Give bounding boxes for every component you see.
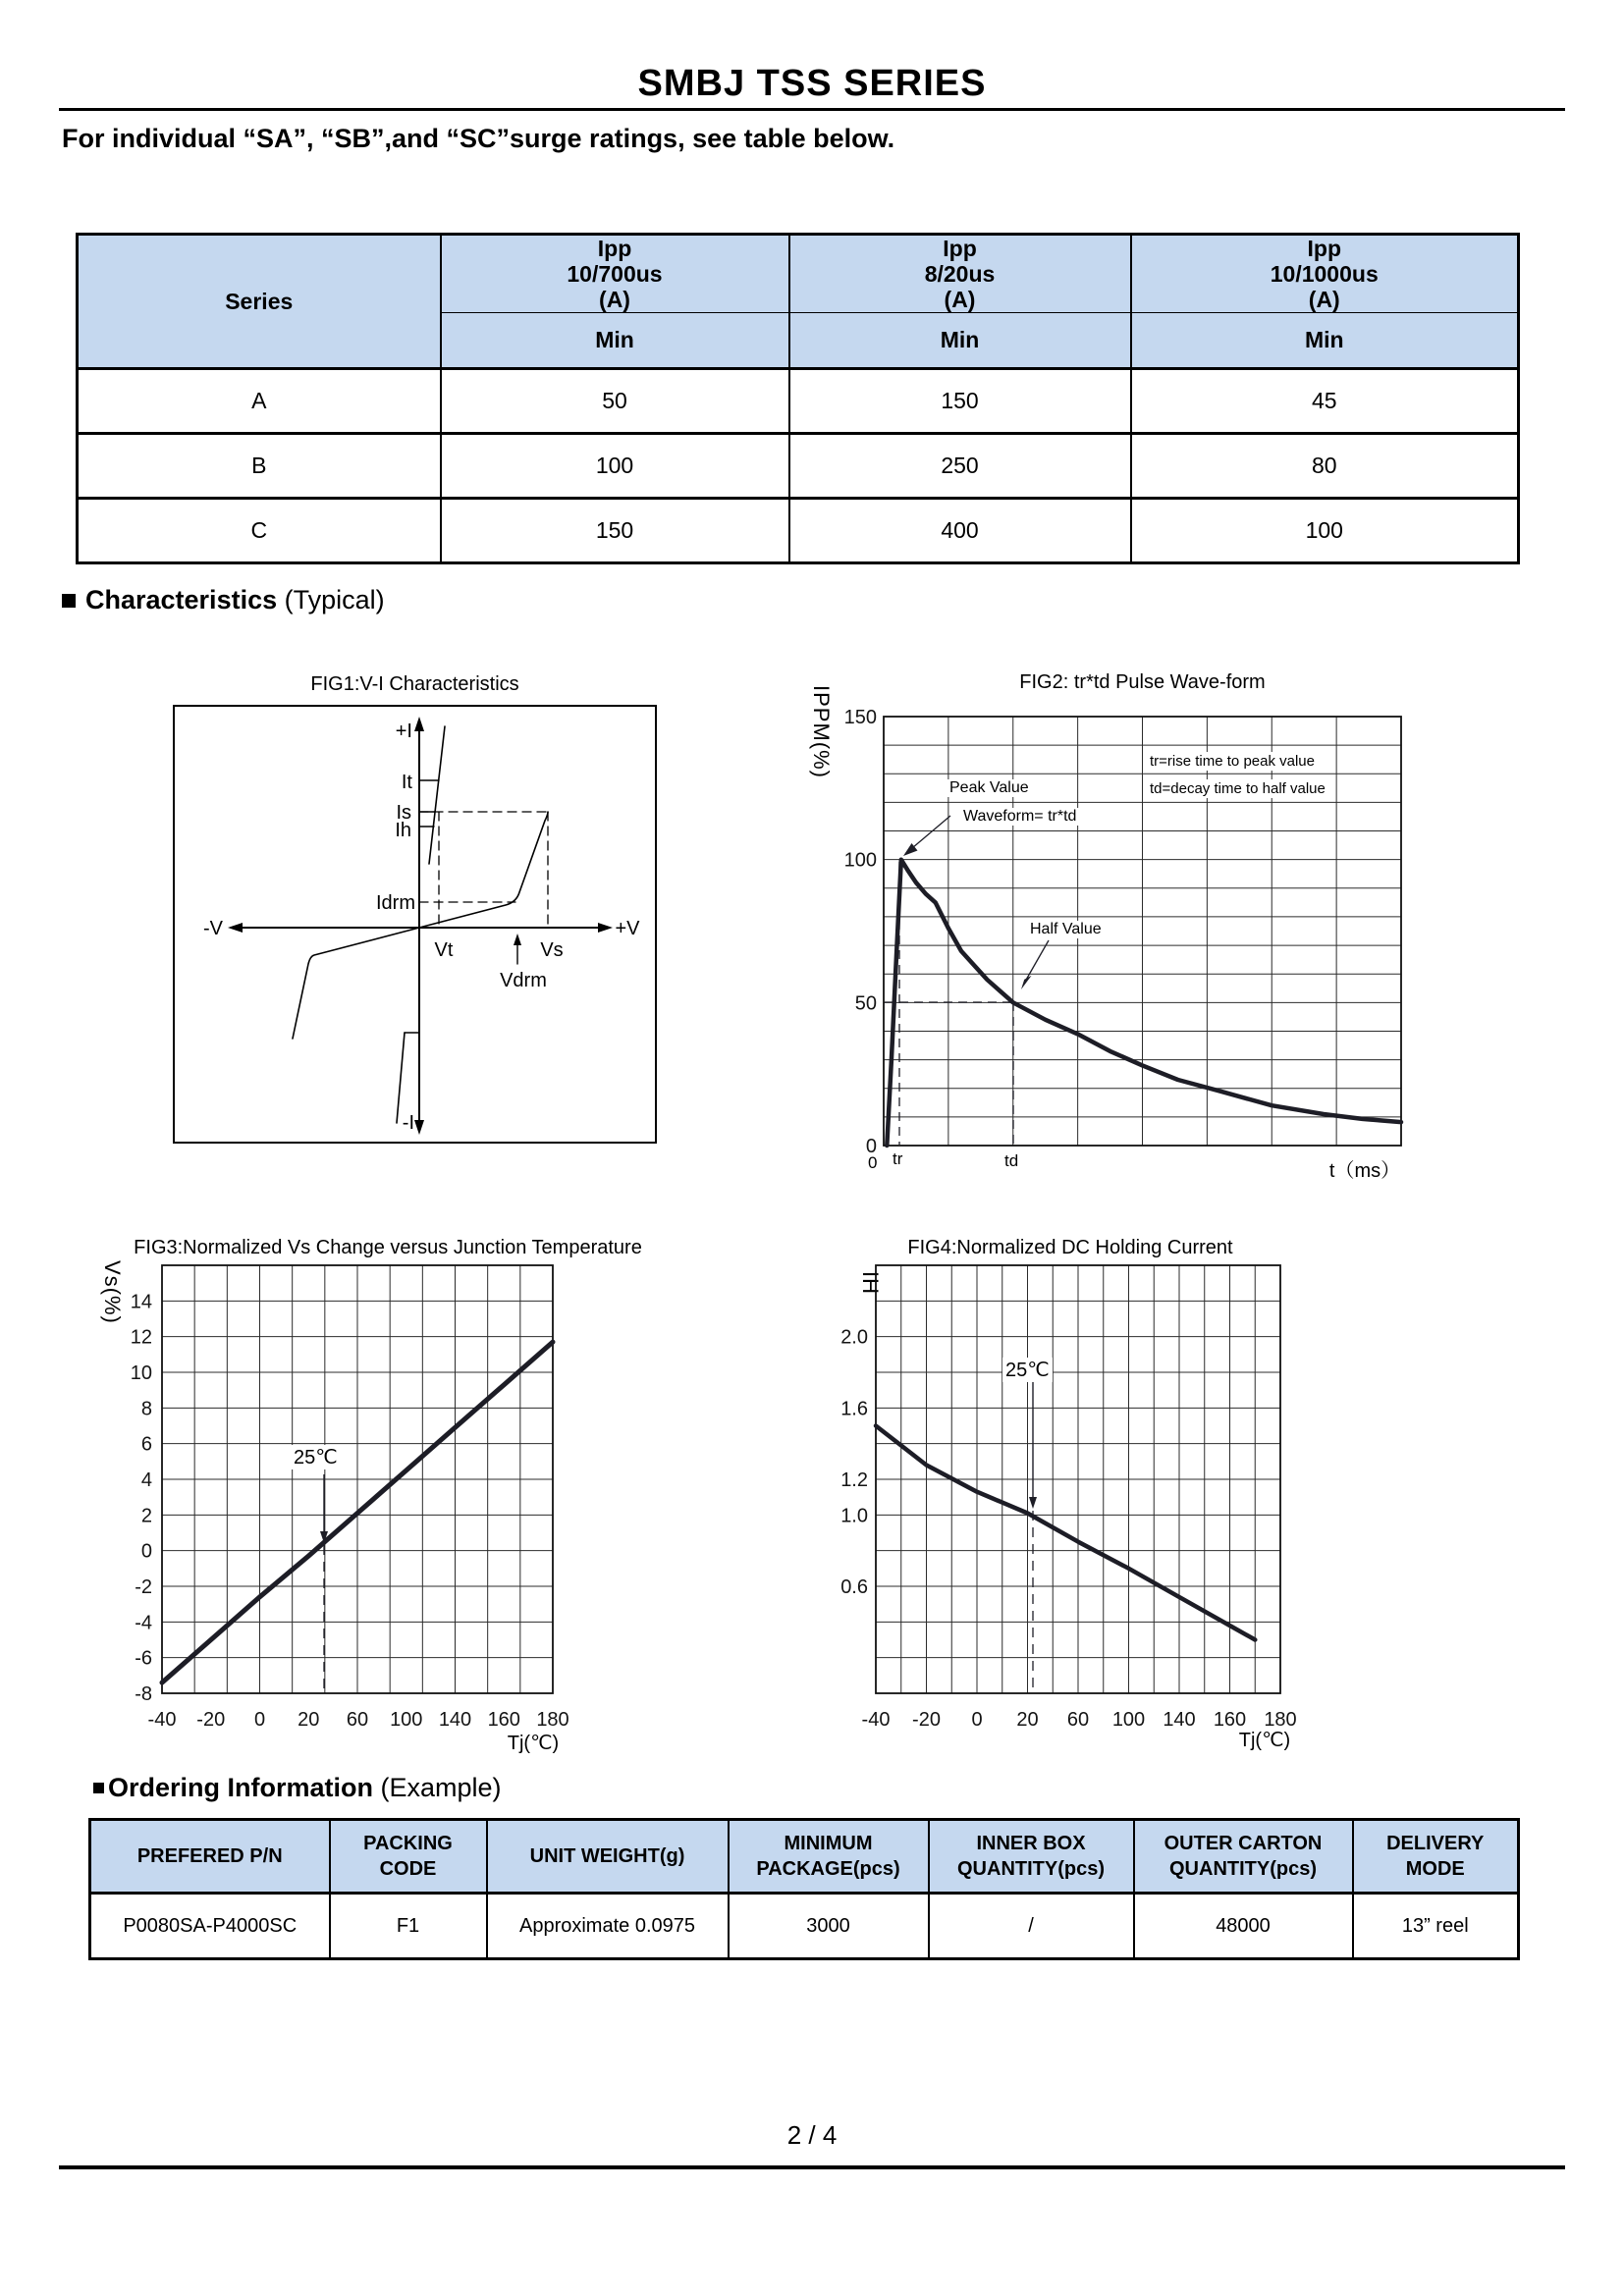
y-tick-label: 0.6 [840, 1576, 868, 1598]
x-tick-label: -20 [912, 1709, 941, 1731]
y-tick-label: 1.2 [840, 1469, 868, 1491]
cell-prefered-pn: P0080SA-P4000SC [90, 1894, 330, 1959]
fig1-label-neg-v: -V [203, 918, 223, 939]
fig4-ih-chart [840, 1265, 1297, 1731]
col-header-packing-code: PACKING CODE [330, 1820, 487, 1894]
fig4-25c-label: 25℃ [1002, 1358, 1053, 1382]
x-tick-label: 160 [487, 1709, 520, 1731]
fig1-label-idrm: Idrm [376, 892, 415, 914]
table-row: C 150 400 100 [78, 499, 1519, 563]
off-state-curve-q3 [293, 928, 419, 1039]
cell-unit-weight: Approximate 0.0975 [487, 1894, 729, 1959]
fig2-x-tr: tr [893, 1149, 903, 1168]
fig2-tr-note: tr=rise time to peak value [1143, 752, 1322, 771]
grid-lines [876, 1265, 1280, 1693]
cell-delivery-mode: 13” reel [1353, 1894, 1519, 1959]
fig2-x-origin: 0 [868, 1153, 878, 1172]
fig2-pulse-chart [844, 707, 1401, 1157]
axis-arrow-left-icon [228, 923, 243, 933]
half-value-arrow-icon [1021, 976, 1032, 989]
x-tick-label: 180 [536, 1709, 569, 1731]
fig2-y-axis-label: IPPM(%) [809, 685, 834, 778]
col-header-ipp-10-1000: Ipp 10/1000us (A) [1131, 235, 1519, 313]
fig4-title: FIG4:Normalized DC Holding Current [907, 1237, 1233, 1258]
fig2-td-note: td=decay time to half value [1143, 779, 1332, 798]
y-tick-label: 2 [140, 1505, 152, 1527]
x-tick-label: 160 [1213, 1709, 1247, 1731]
fig1-label-vt: Vt [434, 939, 454, 961]
fig2-waveform-label: Waveform= tr*td [958, 808, 1081, 826]
fig2-half-value-label: Half Value [1025, 921, 1107, 938]
fig3-y-axis-label: Vs(%) [100, 1260, 125, 1324]
fig1-label-ih: Ih [395, 820, 411, 841]
on-state-curve-q3 [397, 1033, 405, 1123]
x-tick-label: 60 [1066, 1709, 1090, 1731]
data-curve [876, 1426, 1255, 1640]
intro-text: For individual “SA”, “SB”,and “SC”surge ratings, see table below. [62, 124, 895, 153]
x-tick-label: 20 [298, 1709, 320, 1731]
cell-packing-code: F1 [330, 1894, 487, 1959]
fig4-y-axis-label: IH [858, 1271, 883, 1295]
subheader-min-2: Min [789, 313, 1131, 369]
x-tick-label: -40 [147, 1709, 177, 1731]
y-tick-label: 2.0 [840, 1326, 868, 1349]
x-tick-label: 100 [390, 1709, 423, 1731]
subheader-min-1: Min [441, 313, 789, 369]
fig1-label-pos-v: +V [615, 918, 640, 939]
y-tick-label: -4 [135, 1612, 152, 1634]
ordering-heading: Ordering Information (Example) [93, 1773, 502, 1803]
subheader-min-3: Min [1131, 313, 1519, 369]
fig2-title: FIG2: tr*td Pulse Wave-form [1019, 671, 1266, 693]
col-header-unit-weight: UNIT WEIGHT(g) [487, 1820, 729, 1894]
table-row: B 100 250 80 [78, 434, 1519, 499]
y-tick-label: 150 [843, 707, 877, 728]
table-row [90, 1894, 1519, 1959]
x-tick-label: 180 [1264, 1709, 1297, 1731]
y-tick-label: 14 [130, 1291, 152, 1313]
axis-arrow-down-icon [414, 1120, 424, 1135]
fig1-label-vdrm: Vdrm [500, 970, 547, 991]
characteristics-heading: Characteristics (Typical) [62, 585, 385, 615]
fig3-25c-label: 25℃ [291, 1445, 341, 1469]
fig3-title: FIG3:Normalized Vs Change versus Junction Temperature [134, 1237, 642, 1258]
fig3-x-axis-name: Tj(℃) [507, 1733, 560, 1754]
x-tick-label: 140 [438, 1709, 472, 1731]
y-tick-label: 12 [130, 1326, 152, 1349]
y-tick-label: 100 [843, 849, 877, 872]
cell-outer-carton: 48000 [1134, 1894, 1353, 1959]
y-tick-label: -2 [135, 1576, 152, 1598]
axis-arrow-up-icon [414, 717, 424, 731]
col-header-delivery-mode: DELIVERY MODE [1353, 1820, 1519, 1894]
col-header-inner-box: INNER BOX QUANTITY(pcs) [929, 1820, 1134, 1894]
vdrm-arrow-icon [514, 934, 521, 945]
x-tick-label: 140 [1163, 1709, 1196, 1731]
y-tick-label: 8 [140, 1398, 152, 1420]
fig1-title: FIG1:V-I Characteristics [310, 673, 519, 695]
footer-rule [59, 2165, 1565, 2169]
x-tick-label: 0 [971, 1709, 983, 1731]
fig4-x-axis-name: Tj(℃) [1238, 1730, 1291, 1751]
y-tick-label: 0 [140, 1540, 152, 1563]
on-state-curve-q1 [429, 726, 445, 864]
fig2-peak-value-label: Peak Value [945, 779, 1034, 797]
x-tick-label: 60 [346, 1709, 369, 1731]
y-tick-label: -8 [135, 1683, 152, 1705]
page-number: 2 / 4 [786, 2120, 838, 2150]
fig1-label-is: Is [396, 802, 411, 824]
y-tick-label: 50 [854, 992, 877, 1015]
page-title: SMBJ TSS SERIES [637, 63, 987, 104]
square-bullet-icon [93, 1783, 104, 1793]
fig1-frame [174, 706, 656, 1143]
y-tick-label: 0 [865, 1136, 877, 1157]
y-tick-label: 6 [140, 1433, 152, 1456]
x-tick-label: -40 [861, 1709, 891, 1731]
col-header-minimum-package: MINIMUM PACKAGE(pcs) [729, 1820, 929, 1894]
fig2-x-axis-name: t（ms） [1328, 1160, 1401, 1182]
col-header-ipp-8-20: Ipp 8/20us (A) [789, 235, 1131, 313]
fig1-vi-diagram [174, 706, 656, 1143]
fig4-25c-arrow-icon [1029, 1497, 1037, 1509]
ordering-table [88, 1818, 1520, 1960]
table-row: A 50 150 45 [78, 369, 1519, 434]
fig1-label-plus-i: +I [395, 721, 412, 742]
x-tick-label: 0 [253, 1709, 266, 1731]
col-header-outer-carton: OUTER CARTON QUANTITY(pcs) [1134, 1820, 1353, 1894]
fig2-x-td: td [1004, 1151, 1019, 1170]
fig1-label-neg-i: -I [402, 1112, 414, 1134]
fig3-vs-chart [131, 1265, 569, 1731]
axis-arrow-right-icon [598, 923, 613, 933]
x-tick-label: -20 [196, 1709, 226, 1731]
y-tick-label: 10 [130, 1362, 152, 1384]
fig1-label-vs: Vs [540, 939, 564, 961]
y-tick-label: 4 [140, 1469, 152, 1491]
fig1-label-it: It [401, 772, 412, 793]
x-tick-label: 100 [1111, 1709, 1146, 1731]
cell-min-package: 3000 [729, 1894, 929, 1959]
y-tick-label: 1.6 [840, 1398, 868, 1420]
x-tick-label: 20 [1016, 1709, 1039, 1731]
cell-inner-box: / [929, 1894, 1134, 1959]
col-header-ipp-10-700: Ipp 10/700us (A) [441, 235, 789, 313]
y-tick-label: -6 [135, 1647, 152, 1670]
y-tick-label: 1.0 [840, 1505, 868, 1527]
col-header-prefered-pn: PREFERED P/N [90, 1820, 330, 1894]
col-header-series: Series [78, 235, 441, 369]
fig2-markers [885, 862, 1013, 1145]
